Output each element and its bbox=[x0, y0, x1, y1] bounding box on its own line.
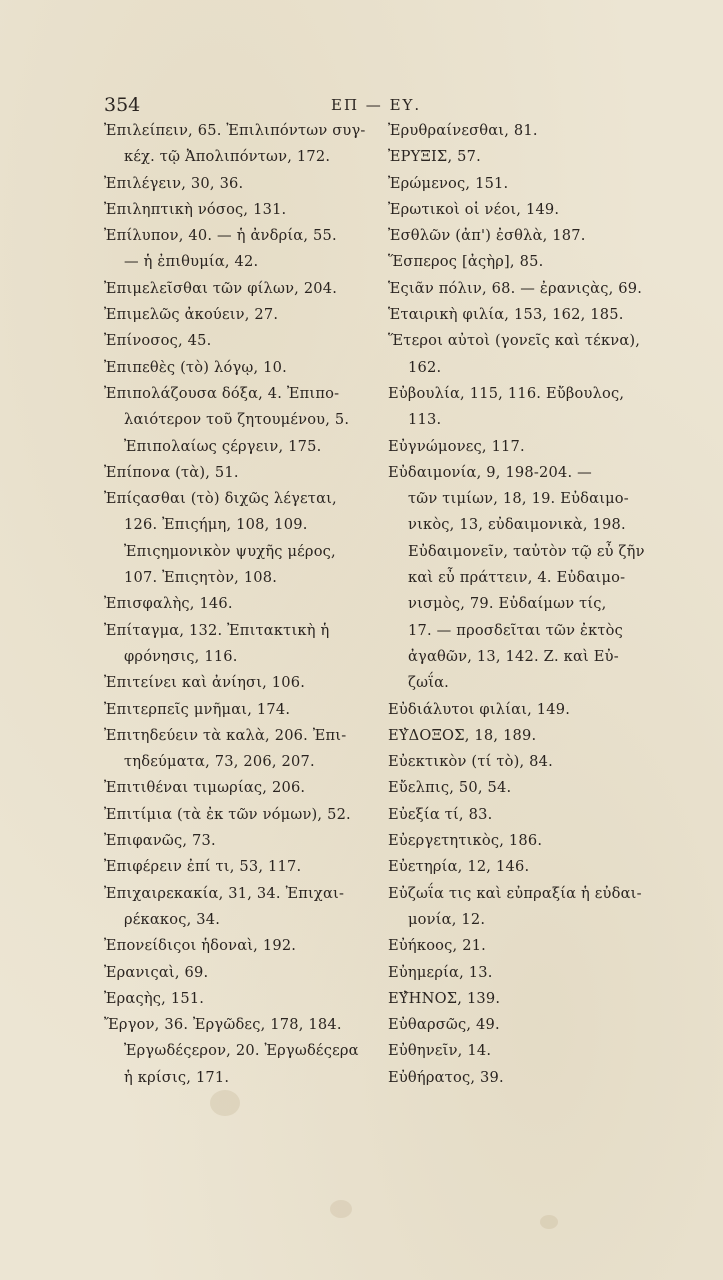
index-entry-line: Εὐήκοος, 21. bbox=[388, 937, 487, 955]
index-entry-line: Εὐημερία, 13. bbox=[388, 963, 493, 981]
index-entry-line: λαιότερον τοῦ ζητουμένου, 5. bbox=[124, 411, 350, 429]
index-entry-line: Ἐρωτικοὶ οἱ νέοι, 149. bbox=[388, 200, 560, 218]
index-entry-line: Ἐραςὴς, 151. bbox=[104, 989, 205, 1007]
index-entry-line: Ἐπιτείνει καὶ ἀνίησι, 106. bbox=[104, 674, 306, 692]
index-entry-line: Ἐρυθραίνεσθαι, 81. bbox=[388, 122, 538, 139]
index-entry bbox=[104, 933, 394, 959]
index-entry bbox=[388, 933, 678, 959]
index-entry bbox=[388, 986, 678, 1012]
paper-stain bbox=[210, 1090, 240, 1116]
index-entry bbox=[388, 328, 678, 381]
index-entry bbox=[104, 854, 394, 880]
index-entry-line: 126. Ἐπιςήμη, 108, 109. bbox=[124, 516, 308, 534]
paper-stain bbox=[330, 1200, 352, 1218]
index-entry bbox=[388, 276, 678, 302]
index-entry-line: Ἐπίνοσος, 45. bbox=[104, 332, 212, 350]
index-entry-line: Εὐβουλία, 115, 116. Εὔβουλος, bbox=[388, 384, 625, 402]
index-entry bbox=[388, 749, 678, 775]
index-entry-line: Εὐετηρία, 12, 146. bbox=[388, 858, 530, 876]
index-entry-line: Ἐπιτίμια (τὰ ἐκ τῶν νόμων), 52. bbox=[104, 805, 351, 823]
index-entry-line: τῶν τιμίων, 18, 19. Εὐδαιμο- bbox=[408, 490, 629, 508]
index-entry-line: καὶ εὖ πράττειν, 4. Εὐδαιμο- bbox=[408, 569, 626, 587]
index-entry bbox=[104, 618, 394, 671]
index-entry-line: Ἐπιπεθὲς (τὸ) λόγῳ, 10. bbox=[104, 358, 287, 376]
index-entry-line: Εὐεκτικὸν (τί τὸ), 84. bbox=[388, 753, 553, 771]
index-entry bbox=[104, 460, 394, 486]
index-entry-line: Ἑςιᾶν πόλιν, 68. — ἐρανιςὰς, 69. bbox=[388, 279, 643, 297]
index-entry bbox=[388, 171, 678, 197]
index-entry bbox=[104, 328, 394, 354]
index-column-right bbox=[388, 118, 678, 1091]
index-entry bbox=[388, 460, 678, 697]
index-entry-line: νισμὸς, 79. Εὐδαίμων τίς, bbox=[408, 595, 607, 613]
index-entry bbox=[388, 434, 678, 460]
index-entry-line: ΕΥ̓ΔΟΞΟΣ, 18, 189. bbox=[388, 726, 537, 744]
index-entry-line: Εὐεξία τί, 83. bbox=[388, 805, 493, 823]
index-entry-line: ἘΡΥΞΙΣ, 57. bbox=[388, 148, 481, 166]
index-entry bbox=[388, 881, 678, 934]
index-entry-line: Εὐδιάλυτοι φιλίαι, 149. bbox=[388, 700, 571, 718]
index-entry-line: Ἐπιςημονικὸν ψυχῆς μέρος, bbox=[124, 542, 336, 560]
index-entry-line: 107. Ἐπιςητὸν, 108. bbox=[124, 569, 278, 587]
index-entry-line: Εὐδαιμονία, 9, 198-204. — bbox=[388, 463, 592, 481]
index-entry-line: Ἐπίλυπον, 40. — ἡ ἀνδρία, 55. bbox=[104, 227, 337, 245]
index-entry-line: Ἐργωδέςερον, 20. Ἐργωδέςερα bbox=[124, 1042, 359, 1060]
index-entry-line: Ἐπιμελεῖσθαι τῶν φίλων, 204. bbox=[104, 279, 338, 297]
index-entry bbox=[388, 249, 678, 275]
index-entry-line: Ἐπιπολαίως ςέργειν, 175. bbox=[124, 437, 322, 455]
index-entry bbox=[104, 118, 394, 171]
index-entry-line: Ἐπιπολάζουσα δόξα, 4. Ἐπιπο- bbox=[104, 384, 340, 402]
index-entry bbox=[104, 381, 394, 460]
index-entry-line: Ἐσθλῶν (ἀπ') ἐσθλὰ, 187. bbox=[388, 227, 586, 245]
index-entry-line: ζωΐα. bbox=[408, 674, 450, 692]
index-entry bbox=[388, 197, 678, 223]
running-head: ΕΠ — ΕΥ. bbox=[331, 96, 422, 114]
index-entry-line: — ἡ ἐπιθυμία, 42. bbox=[124, 253, 259, 271]
index-entry-line: Ἕσπερος [ἀςὴρ], 85. bbox=[388, 253, 544, 271]
index-entry-line: φρόνησις, 116. bbox=[124, 647, 238, 665]
index-entry-line: Ἐπιφέρειν ἐπί τι, 53, 117. bbox=[104, 858, 302, 876]
index-entry bbox=[104, 828, 394, 854]
index-entry-line: Ἐπιτηδεύειν τὰ καλὰ, 206. Ἐπι- bbox=[104, 726, 347, 744]
index-entry bbox=[388, 723, 678, 749]
index-entry-line: Ἐπισφαλὴς, 146. bbox=[104, 595, 233, 613]
index-entry-line: Εὐεργετητικὸς, 186. bbox=[388, 832, 543, 850]
index-entry-line: Ἐπιλέγειν, 30, 36. bbox=[104, 174, 244, 192]
index-entry-line: ρέκακος, 34. bbox=[124, 910, 221, 928]
index-entry bbox=[388, 802, 678, 828]
index-entry-line: Εὐθαρσῶς, 49. bbox=[388, 1016, 500, 1034]
index-entry bbox=[388, 302, 678, 328]
index-entry bbox=[388, 697, 678, 723]
index-entry-line: τηδεύματα, 73, 206, 207. bbox=[124, 753, 315, 771]
index-entry bbox=[388, 1038, 678, 1064]
index-entry-line: Ἐπίταγμα, 132. Ἐπιτακτικὴ ἡ bbox=[104, 621, 330, 639]
index-entry bbox=[104, 355, 394, 381]
index-entry-line: Ἐπιφανῶς, 73. bbox=[104, 832, 216, 850]
index-entry-line: κέχ. τῷ Ἀπολιπόντων, 172. bbox=[124, 148, 331, 166]
index-entry bbox=[104, 775, 394, 801]
index-entry bbox=[388, 1065, 678, 1091]
index-entry-line: ἡ κρίσις, 171. bbox=[124, 1068, 230, 1086]
index-entry-line: Ἔργον, 36. Ἐργῶδες, 178, 184. bbox=[104, 1016, 342, 1034]
index-entry-line: Εὔελπις, 50, 54. bbox=[388, 779, 512, 797]
page-header bbox=[104, 94, 644, 120]
index-entry bbox=[388, 960, 678, 986]
index-entry bbox=[104, 960, 394, 986]
index-entry-line: Ἐπιμελῶς ἀκούειν, 27. bbox=[104, 306, 279, 324]
index-entry bbox=[388, 381, 678, 434]
index-column-left bbox=[104, 118, 394, 1091]
index-entry bbox=[388, 118, 678, 144]
index-entry bbox=[104, 223, 394, 276]
index-entry-line: Ἐρώμενος, 151. bbox=[388, 174, 509, 192]
index-entry bbox=[104, 723, 394, 776]
index-entry bbox=[104, 881, 394, 934]
page-number: 354 bbox=[104, 94, 141, 116]
index-entry bbox=[104, 276, 394, 302]
index-entry bbox=[104, 1012, 394, 1091]
index-entry-line: Ἐρανιςαὶ, 69. bbox=[104, 963, 209, 981]
index-entry bbox=[104, 591, 394, 617]
index-entry-line: νικὸς, 13, εὐδαιμονικὰ, 198. bbox=[408, 516, 626, 534]
index-entry-line: 113. bbox=[408, 411, 442, 429]
index-entry bbox=[388, 775, 678, 801]
index-entry bbox=[104, 670, 394, 696]
index-entry-line: 17. — προσδεῖται τῶν ἐκτὸς bbox=[408, 621, 624, 639]
index-entry-line: Εὐθηνεῖν, 14. bbox=[388, 1042, 492, 1060]
index-entry-line: 162. bbox=[408, 358, 442, 376]
index-entry bbox=[104, 697, 394, 723]
index-entry bbox=[104, 802, 394, 828]
paper-stain bbox=[540, 1215, 558, 1229]
index-entry-line: Ἐπιτιθέναι τιμωρίας, 206. bbox=[104, 779, 306, 797]
index-entry-line: Ἑταιρικὴ φιλία, 153, 162, 185. bbox=[388, 306, 624, 324]
index-entry-line: Εὐδαιμονεῖν, ταὐτὸν τῷ εὖ ζῆν bbox=[408, 542, 645, 560]
index-entry-line: Ἐπιχαιρεκακία, 31, 34. Ἐπιχαι- bbox=[104, 884, 345, 902]
index-entry-line: Εὐγνώμονες, 117. bbox=[388, 437, 525, 455]
index-entry bbox=[388, 1012, 678, 1038]
index-entry-line: Ἐπίπονα (τὰ), 51. bbox=[104, 463, 239, 481]
index-entry bbox=[388, 144, 678, 170]
index-entry bbox=[104, 486, 394, 591]
index-entry-line: Ἐπιλείπειν, 65. Ἐπιλιπόντων συγ- bbox=[104, 122, 366, 139]
index-entry bbox=[388, 854, 678, 880]
index-entry-line: Εὐθήρατος, 39. bbox=[388, 1068, 504, 1086]
index-entry-line: Ἐπονείδιςοι ἡδοναὶ, 192. bbox=[104, 937, 297, 955]
index-entry-line: μονία, 12. bbox=[408, 910, 486, 928]
index-entry bbox=[104, 986, 394, 1012]
index-entry-line: Ἐπιληπτικὴ νόσος, 131. bbox=[104, 200, 287, 218]
index-entry bbox=[104, 302, 394, 328]
index-entry-line: ἀγαθῶν, 13, 142. Ζ. καὶ Εὐ- bbox=[408, 647, 619, 665]
index-entry-line: Ἐπιτερπεῖς μνῆμαι, 174. bbox=[104, 700, 291, 718]
index-entry-line: ΕΥ̓́ΗΝΟΣ, 139. bbox=[388, 989, 501, 1007]
index-entry bbox=[388, 828, 678, 854]
index-entry bbox=[104, 197, 394, 223]
index-entry-line: Ἕτεροι αὐτοὶ (γονεῖς καὶ τέκνα), bbox=[388, 332, 641, 350]
index-entry bbox=[104, 171, 394, 197]
index-entry bbox=[388, 223, 678, 249]
index-entry-line: Εὐζωΐα τις καὶ εὐπραξία ἡ εὐδαι- bbox=[388, 884, 642, 902]
index-entry-line: Ἐπίςασθαι (τὸ) διχῶς λέγεται, bbox=[104, 490, 337, 508]
